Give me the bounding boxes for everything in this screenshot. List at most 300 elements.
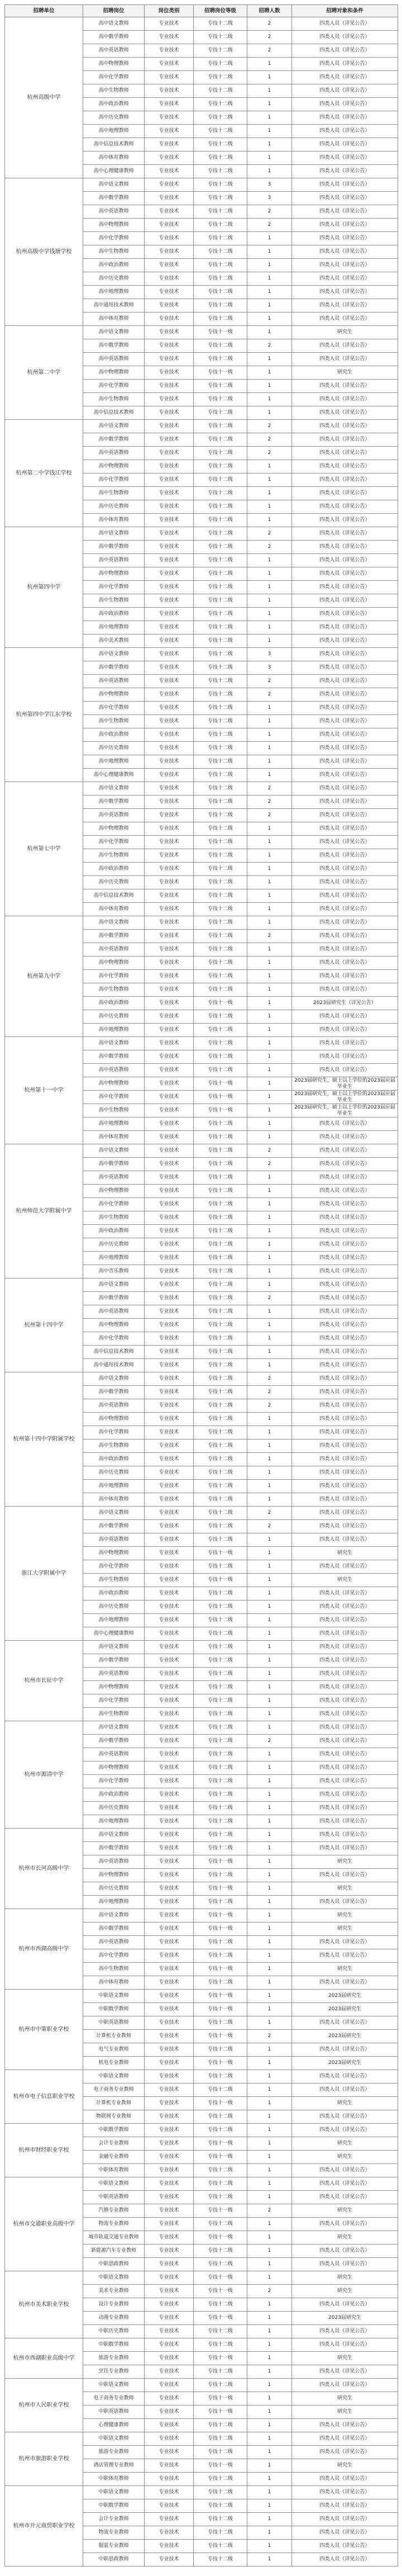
cell-level: 专技十二级: [194, 541, 247, 554]
cell-condition: 研究生: [292, 2204, 398, 2218]
cell-unit: 杭州第十四中学: [5, 1278, 83, 1372]
cell-category: 专业技术: [145, 661, 194, 675]
cell-category: 专业技术: [145, 1091, 194, 1104]
cell-count: 1: [247, 326, 292, 339]
cell-condition: 四类人员（详见公告）: [292, 2338, 398, 2352]
cell-count: 1: [247, 1413, 292, 1426]
cell-level: 专技十二级: [194, 245, 247, 259]
cell-condition: 四类人员（详见公告）: [292, 554, 398, 567]
cell-count: 1: [247, 487, 292, 500]
cell-condition: 四类人员（详见公告）: [292, 1158, 398, 1171]
cell-category: 专业技术: [145, 1775, 194, 1788]
cell-position: 高中政治教师: [83, 98, 145, 111]
cell-category: 专业技术: [145, 98, 194, 111]
cell-count: 1: [247, 2191, 292, 2204]
cell-level: 专技十二级: [194, 286, 247, 299]
table-row: [5, 2177, 398, 2191]
cell-category: 专业技术: [145, 1574, 194, 1587]
cell-position: 会计专业教师: [83, 2513, 145, 2526]
cell-category: 专业技术: [145, 702, 194, 715]
cell-level: 专技十二级: [194, 2110, 247, 2124]
cell-condition: 四类人员（详见公告）: [292, 1292, 398, 1305]
cell-condition: 研究生: [292, 2405, 398, 2419]
cell-condition: 四类人员（详见公告）: [292, 1560, 398, 1574]
cell-level: 专技十二级: [194, 1050, 247, 1064]
cell-count: 1: [247, 1305, 292, 1319]
cell-level: 专技十一级: [194, 2231, 247, 2244]
cell-level: 专技十二级: [194, 2365, 247, 2379]
cell-condition: 研究生: [292, 2459, 398, 2473]
cell-position: 高中语文教师: [83, 1507, 145, 1520]
cell-condition: 四类人员（详见公告）: [292, 1305, 398, 1319]
cell-category: 专业技术: [145, 1627, 194, 1641]
cell-level: 专技十二级: [194, 2124, 247, 2137]
cell-category: 专业技术: [145, 769, 194, 782]
cell-count: 1: [247, 1117, 292, 1131]
cell-unit: 杭州师范大学附属中学: [5, 1144, 83, 1278]
cell-count: 1: [247, 1949, 292, 1963]
cell-level: 专技十二级: [194, 581, 247, 594]
cell-condition: 四类人员（详见公告）: [292, 916, 398, 930]
cell-position: 动漫专业教师: [83, 2312, 145, 2325]
cell-condition: 四类人员（详见公告）: [292, 2540, 398, 2553]
cell-count: 1: [247, 594, 292, 608]
cell-unit: 杭州市电子信息职业学校: [5, 2070, 83, 2124]
cell-unit: 杭州第十一中学: [5, 1037, 83, 1144]
cell-condition: 四类人员（详见公告）: [292, 380, 398, 393]
cell-category: 专业技术: [145, 2177, 194, 2191]
cell-category: 专业技术: [145, 1131, 194, 1144]
cell-category: 专业技术: [145, 836, 194, 849]
cell-condition: 2023届研究生，硕士以上学位的2023届应届毕业生: [292, 1091, 398, 1104]
cell-count: 1: [247, 1842, 292, 1855]
cell-condition: 四类人员（详见公告）: [292, 500, 398, 514]
cell-condition: 研究生: [292, 2231, 398, 2244]
cell-position: 计算机专业教师: [83, 2097, 145, 2110]
cell-position: 金融专业教师: [83, 2151, 145, 2164]
cell-condition: 四类人员（详见公告）: [292, 151, 398, 165]
cell-position: 机电专业教师: [83, 2057, 145, 2070]
cell-count: 1: [247, 2365, 292, 2379]
cell-count: 1: [247, 245, 292, 259]
cell-count: 1: [247, 71, 292, 84]
cell-category: 专业技术: [145, 433, 194, 447]
cell-level: 专技十一级: [194, 2097, 247, 2110]
cell-category: 专业技术: [145, 2258, 194, 2271]
cell-category: 专业技术: [145, 1520, 194, 1533]
cell-position: 旅游专业教师: [83, 2352, 145, 2365]
cell-condition: 四类人员（详见公告）: [292, 581, 398, 594]
cell-category: 专业技术: [145, 903, 194, 916]
cell-count: 1: [247, 715, 292, 728]
cell-condition: 研究生: [292, 1963, 398, 1976]
cell-count: 1: [247, 1896, 292, 1909]
cell-category: 专业技术: [145, 688, 194, 702]
cell-count: 1: [247, 2070, 292, 2083]
cell-count: 1: [247, 983, 292, 997]
cell-level: 专技十二级: [194, 2016, 247, 2030]
cell-category: 专业技术: [145, 930, 194, 943]
cell-count: 1: [247, 393, 292, 406]
cell-level: 专技十二级: [194, 2513, 247, 2526]
cell-position: 高中英语教师: [83, 1936, 145, 1949]
cell-level: 专技十二级: [194, 514, 247, 527]
cell-position: 中职语文教师: [83, 2379, 145, 2392]
cell-category: 专业技术: [145, 1386, 194, 1399]
cell-condition: 四类人员（详见公告）: [292, 259, 398, 272]
cell-count: 1: [247, 1882, 292, 1896]
cell-position: 高中体育教师: [83, 903, 145, 916]
cell-count: 1: [247, 1252, 292, 1265]
cell-position: 中职数学教师: [83, 2124, 145, 2137]
cell-count: 3: [247, 178, 292, 192]
cell-position: 高中物理教师: [83, 1077, 145, 1091]
cell-unit: 杭州市财经职业学校: [5, 2124, 83, 2177]
cell-count: 1: [247, 943, 292, 956]
cell-level: 专技十二级: [194, 2540, 247, 2553]
cell-position: 高中语文教师: [83, 1641, 145, 1654]
cell-condition: 四类人员（详见公告）: [292, 889, 398, 903]
cell-category: 专业技术: [145, 2446, 194, 2459]
cell-count: 1: [247, 2177, 292, 2191]
cell-category: 专业技术: [145, 742, 194, 755]
cell-count: 1: [247, 1198, 292, 1211]
cell-level: 专技十一级: [194, 1091, 247, 1104]
cell-position: 高中数学教师: [83, 1922, 145, 1936]
cell-level: 专技十二级: [194, 165, 247, 178]
cell-count: 1: [247, 1480, 292, 1493]
cell-condition: 2023届研究生（详见公告）: [292, 997, 398, 1010]
cell-condition: 四类人员（详见公告）: [292, 970, 398, 983]
cell-category: 专业技术: [145, 1842, 194, 1855]
cell-level: 专技十一级: [194, 1855, 247, 1869]
cell-category: 专业技术: [145, 2191, 194, 2204]
cell-count: 1: [247, 1829, 292, 1842]
cell-category: 专业技术: [145, 1198, 194, 1211]
cell-condition: 四类人员（详见公告）: [292, 393, 398, 406]
cell-position: 中职历史教师: [83, 2325, 145, 2338]
cell-count: 1: [247, 1976, 292, 1990]
cell-condition: 四类人员（详见公告）: [292, 1668, 398, 1681]
table-row: [5, 1507, 398, 1520]
cell-condition: 2023届研究生: [292, 2312, 398, 2325]
cell-position: 高中数学教师: [83, 1292, 145, 1305]
cell-count: 2: [247, 527, 292, 541]
cell-count: 1: [247, 554, 292, 567]
cell-position: 烹饪专业教师: [83, 2365, 145, 2379]
cell-category: 专业技术: [145, 970, 194, 983]
cell-condition: 四类人员（详见公告）: [292, 406, 398, 420]
cell-count: 1: [247, 1346, 292, 1359]
cell-category: 专业技术: [145, 2513, 194, 2526]
cell-condition: 四类人员（详见公告）: [292, 2298, 398, 2312]
cell-condition: 四类人员（详见公告）: [292, 2526, 398, 2540]
cell-level: 专技十二级: [194, 2553, 247, 2566]
cell-level: 专技十二级: [194, 567, 247, 581]
cell-level: 专技十二级: [194, 1466, 247, 1480]
cell-condition: 四类人员（详见公告）: [292, 1802, 398, 1815]
cell-count: 1: [247, 836, 292, 849]
cell-level: 专技十一级: [194, 1574, 247, 1587]
table-row: [5, 326, 398, 339]
cell-level: 专技十一级: [194, 2405, 247, 2419]
cell-level: 专技十二级: [194, 31, 247, 44]
cell-category: 专业技术: [145, 1466, 194, 1480]
cell-position: 高中化学教师: [83, 581, 145, 594]
cell-category: 专业技术: [145, 339, 194, 353]
cell-condition: 四类人员（详见公告）: [292, 1533, 398, 1547]
cell-position: 高中化学教师: [83, 1332, 145, 1346]
cell-level: 专技十二级: [194, 1815, 247, 1829]
cell-condition: 四类人员（详见公告）: [292, 339, 398, 353]
cell-position: 高中物理教师: [83, 58, 145, 71]
cell-level: 专技十二级: [194, 755, 247, 769]
cell-condition: 四类人员（详见公告）: [292, 272, 398, 286]
cell-condition: 四类人员（详见公告）: [292, 1064, 398, 1077]
cell-count: 1: [247, 608, 292, 621]
cell-category: 专业技术: [145, 1748, 194, 1761]
cell-category: 专业技术: [145, 1010, 194, 1024]
cell-unit: 杭州市西湖高级中学: [5, 1909, 83, 1990]
cell-condition: 四类人员（详见公告）: [292, 17, 398, 31]
cell-count: 1: [247, 2473, 292, 2486]
cell-count: 1: [247, 299, 292, 312]
cell-condition: 四类人员（详见公告）: [292, 1466, 398, 1480]
cell-count: 1: [247, 956, 292, 970]
cell-level: 专技十二级: [194, 742, 247, 755]
cell-count: 1: [247, 755, 292, 769]
cell-position: 高中数学教师: [83, 930, 145, 943]
cell-condition: 四类人员（详见公告）: [292, 876, 398, 889]
cell-category: 专业技术: [145, 1024, 194, 1037]
cell-level: 专技十一级: [194, 2151, 247, 2164]
cell-count: 1: [247, 2513, 292, 2526]
cell-condition: 四类人员（详见公告）: [292, 2177, 398, 2191]
cell-position: 旅游专业教师: [83, 2446, 145, 2459]
cell-condition: 四类人员（详见公告）: [292, 44, 398, 58]
cell-level: 专技十二级: [194, 1587, 247, 1600]
cell-position: 高中数学教师: [83, 1520, 145, 1533]
table-row: [5, 527, 398, 541]
cell-position: 高中化学教师: [83, 1775, 145, 1788]
cell-count: 1: [247, 1681, 292, 1694]
cell-category: 专业技术: [145, 2459, 194, 2473]
cell-position: 高中化学教师: [83, 473, 145, 487]
cell-count: 1: [247, 1641, 292, 1654]
cell-condition: 四类人员（详见公告）: [292, 1372, 398, 1386]
cell-category: 专业技术: [145, 1319, 194, 1332]
cell-condition: 四类人员（详见公告）: [292, 675, 398, 688]
cell-unit: 杭州市长河高级中学: [5, 1829, 83, 1909]
cell-level: 专技十一级: [194, 2271, 247, 2285]
cell-count: 1: [247, 1990, 292, 2003]
cell-condition: 研究生: [292, 1547, 398, 1560]
cell-category: 专业技术: [145, 2016, 194, 2030]
cell-level: 专技十二级: [194, 2258, 247, 2271]
cell-position: 高中物理教师: [83, 1185, 145, 1198]
cell-category: 专业技术: [145, 1346, 194, 1359]
cell-category: 专业技术: [145, 2003, 194, 2016]
cell-category: 专业技术: [145, 581, 194, 594]
cell-position: 高中生物教师: [83, 1439, 145, 1453]
cell-category: 专业技术: [145, 849, 194, 863]
cell-position: 高中体育教师: [83, 1976, 145, 1990]
cell-level: 专技十二级: [194, 312, 247, 326]
cell-count: 1: [247, 903, 292, 916]
cell-position: 高中物理教师: [83, 460, 145, 473]
cell-count: 1: [247, 232, 292, 245]
cell-category: 专业技术: [145, 1413, 194, 1426]
cell-condition: 2023届研究生: [292, 1990, 398, 2003]
cell-condition: 四类人员（详见公告）: [292, 661, 398, 675]
cell-position: 高中英语教师: [83, 943, 145, 956]
cell-position: 高中物理教师: [83, 567, 145, 581]
cell-count: 1: [247, 1721, 292, 1735]
cell-category: 专业技术: [145, 809, 194, 822]
cell-condition: 四类人员（详见公告）: [292, 31, 398, 44]
cell-level: 专技十二级: [194, 98, 247, 111]
cell-level: 专技十二级: [194, 554, 247, 567]
cell-condition: 四类人员（详见公告）: [292, 58, 398, 71]
cell-condition: 四类人员（详见公告）: [292, 634, 398, 648]
cell-level: 专技十一级: [194, 2030, 247, 2043]
cell-position: 中职数学教师: [83, 2338, 145, 2352]
cell-condition: 四类人员（详见公告）: [292, 1332, 398, 1346]
cell-level: 专技十二级: [194, 1560, 247, 1574]
cell-count: 1: [247, 2540, 292, 2553]
cell-condition: 四类人员（详见公告）: [292, 514, 398, 527]
cell-condition: 四类人员（详见公告）: [292, 1413, 398, 1426]
cell-unit: 杭州市美术职业学校: [5, 2271, 83, 2338]
cell-level: 专技十一级: [194, 997, 247, 1010]
cell-level: 专技十二级: [194, 1171, 247, 1185]
cell-category: 专业技术: [145, 2405, 194, 2419]
cell-level: 专技十二级: [194, 1252, 247, 1265]
cell-level: 专技十二级: [194, 1507, 247, 1520]
header-position: 招聘岗位: [83, 5, 145, 17]
cell-condition: 四类人员（详见公告）: [292, 2016, 398, 2030]
cell-position: 高中语文教师: [83, 648, 145, 661]
cell-level: 专技十二级: [194, 1802, 247, 1815]
cell-position: 高中物理教师: [83, 1413, 145, 1426]
cell-position: 高中语文教师: [83, 1144, 145, 1158]
cell-category: 专业技术: [145, 2540, 194, 2553]
cell-condition: 四类人员（详见公告）: [292, 1654, 398, 1668]
cell-category: 专业技术: [145, 983, 194, 997]
cell-category: 专业技术: [145, 1802, 194, 1815]
cell-condition: 四类人员（详见公告）: [292, 1439, 398, 1453]
table-row: [5, 1037, 398, 1050]
cell-count: 1: [247, 1855, 292, 1869]
cell-level: 专技十二级: [194, 1265, 247, 1278]
cell-category: 专业技术: [145, 2137, 194, 2151]
cell-count: 2: [247, 688, 292, 702]
cell-level: 专技十二级: [194, 1788, 247, 1802]
cell-category: 专业技术: [145, 795, 194, 809]
cell-unit: 杭州市人民职业学校: [5, 2379, 83, 2432]
cell-level: 专技十二级: [194, 1480, 247, 1493]
cell-position: 高中英语教师: [83, 809, 145, 822]
cell-position: 中职体育教师: [83, 2473, 145, 2486]
cell-condition: 四类人员（详见公告）: [292, 1278, 398, 1292]
cell-condition: 四类人员（详见公告）: [292, 353, 398, 366]
cell-level: 专技十二级: [194, 1761, 247, 1775]
cell-position: 服装专业教师: [83, 2540, 145, 2553]
cell-count: 1: [247, 2258, 292, 2271]
cell-condition: 四类人员（详见公告）: [292, 2164, 398, 2177]
cell-category: 专业技术: [145, 715, 194, 728]
cell-count: 1: [247, 2499, 292, 2513]
cell-condition: 2023届研究生: [292, 2030, 398, 2043]
cell-count: 2: [247, 782, 292, 795]
cell-count: 1: [247, 2298, 292, 2312]
cell-category: 专业技术: [145, 567, 194, 581]
cell-condition: 四类人员（详见公告）: [292, 98, 398, 111]
cell-count: 1: [247, 2137, 292, 2151]
cell-count: 1: [247, 2553, 292, 2566]
cell-level: 专技十二级: [194, 2070, 247, 2083]
cell-condition: 四类人员（详见公告）: [292, 822, 398, 836]
table-row: [5, 1372, 398, 1386]
cell-category: 专业技术: [145, 1144, 194, 1158]
cell-count: 1: [247, 2312, 292, 2325]
cell-count: 2: [247, 1372, 292, 1386]
cell-level: 专技十二级: [194, 608, 247, 621]
cell-level: 专技十二级: [194, 380, 247, 393]
cell-position: 高中生物教师: [83, 245, 145, 259]
cell-count: 1: [247, 1319, 292, 1332]
cell-level: 专技十二级: [194, 272, 247, 286]
cell-count: 1: [247, 272, 292, 286]
cell-position: 高中地理教师: [83, 286, 145, 299]
cell-position: 高中语文教师: [83, 1278, 145, 1292]
header-condition: 招聘对象和条件: [292, 5, 398, 17]
cell-level: 专技十二级: [194, 1842, 247, 1855]
cell-level: 专技十二级: [194, 460, 247, 473]
cell-condition: 四类人员（详见公告）: [292, 2325, 398, 2338]
cell-condition: 四类人员（详见公告）: [292, 527, 398, 541]
cell-condition: 四类人员（详见公告）: [292, 1453, 398, 1466]
table-row: [5, 1909, 398, 1922]
cell-count: 1: [247, 380, 292, 393]
cell-unit: 杭州第十四中学附属学校: [5, 1372, 83, 1507]
cell-position: 中职思政教师: [83, 2258, 145, 2271]
cell-category: 专业技术: [145, 1614, 194, 1627]
cell-category: 专业技术: [145, 2526, 194, 2540]
cell-category: 专业技术: [145, 259, 194, 272]
cell-category: 专业技术: [145, 2271, 194, 2285]
cell-position: 高中政治教师: [83, 259, 145, 272]
cell-condition: 四类人员（详见公告）: [292, 702, 398, 715]
cell-level: 专技十二级: [194, 2191, 247, 2204]
cell-position: 高中心理健康教师: [83, 1627, 145, 1641]
cell-level: 专技十二级: [194, 1064, 247, 1077]
cell-condition: 2023届研究生，硕士以上学位的2023届应届毕业生: [292, 1104, 398, 1117]
cell-position: 高中地理教师: [83, 125, 145, 138]
cell-count: 1: [247, 84, 292, 98]
cell-level: 专技十一级: [194, 2057, 247, 2070]
cell-count: 1: [247, 2325, 292, 2338]
cell-level: 专技十二级: [194, 232, 247, 245]
cell-position: 高中英语教师: [83, 1305, 145, 1319]
cell-category: 专业技术: [145, 1399, 194, 1413]
cell-level: 专技十二级: [194, 2244, 247, 2258]
cell-position: 中职语文教师: [83, 2070, 145, 2083]
cell-level: 专技十二级: [194, 983, 247, 997]
cell-category: 专业技术: [145, 514, 194, 527]
cell-condition: 四类人员（详见公告）: [292, 286, 398, 299]
cell-position: 高中信息技术教师: [83, 1346, 145, 1359]
